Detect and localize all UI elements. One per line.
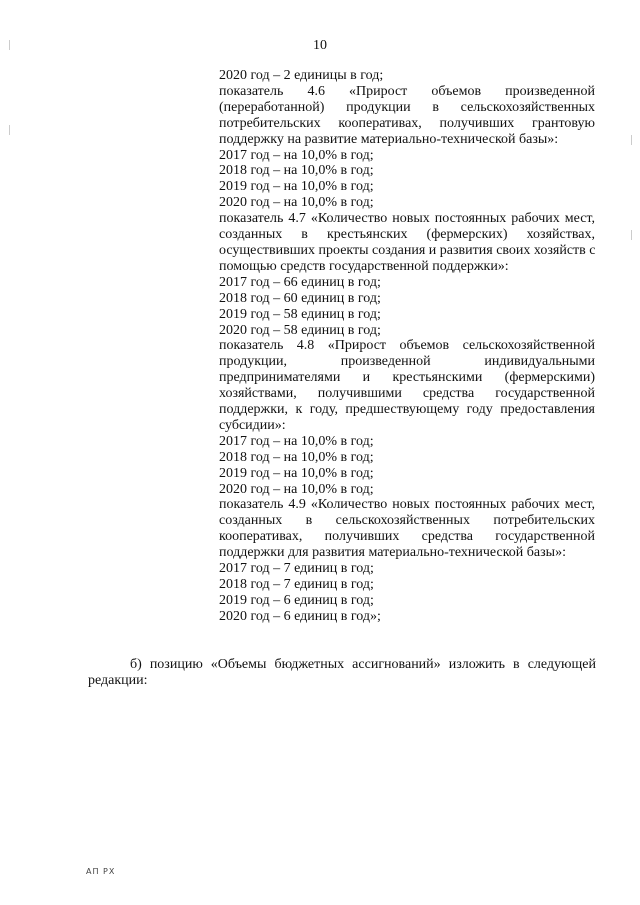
paragraph-b-line-1: б) позицию «Объемы бюджетных ассигнований» изложить в следующей — [130, 657, 596, 672]
paragraph-b-line-2: редакции: — [88, 673, 148, 688]
margin-tick — [9, 125, 10, 135]
text-line: 2019 год – на 10,0% в год; — [219, 465, 374, 481]
text-line: 2017 год – на 10,0% в год; — [219, 147, 374, 163]
text-line: поддержки для развития материально-технической базы»: — [219, 545, 566, 561]
text-line: 2019 год – 58 единиц в год; — [219, 306, 381, 322]
text-line: 2020 год – 6 единиц в год»; — [219, 608, 381, 624]
text-line: (переработанной) продукции в сельскохозяйственных — [219, 99, 595, 115]
text-line: 2020 год – 58 единиц в год; — [219, 322, 381, 338]
paragraph-b — [88, 657, 596, 689]
text-line: 2018 год – на 10,0% в год; — [219, 163, 374, 179]
text-line: 2020 год – на 10,0% в год; — [219, 195, 374, 211]
text-line: показатель 4.8 «Прирост объемов сельскохозяйственной — [219, 338, 595, 354]
text-line: 2018 год – 7 единиц в год; — [219, 577, 374, 592]
text-line: кооперативах, получивших средства государственной — [219, 529, 595, 545]
text-line: поддержку на развитие материально-технической базы»: — [219, 131, 559, 147]
text-line: потребительских кооперативах, получивших грантовую — [219, 115, 595, 131]
text-line: поддержки, к году, предшествующему году предоставления — [219, 402, 595, 418]
page-number: 10 — [313, 38, 327, 53]
text-line: созданных в крестьянских (фермерских) хозяйствах, — [219, 227, 595, 243]
text-line: продукции, произведенной индивидуальными — [219, 354, 595, 370]
text-line: 2020 год – на 10,0% в год; — [219, 481, 374, 497]
text-line: показатель 4.9 «Количество новых постоянных рабочих мест, — [219, 497, 595, 513]
text-line: 2018 год – 60 единиц в год; — [219, 290, 381, 306]
text-line: показатель 4.7 «Количество новых постоянных рабочих мест, — [219, 211, 595, 227]
text-line: предпринимателями и крестьянскими (фермерскими) — [219, 370, 595, 386]
footer-mark: АП РХ — [86, 867, 116, 876]
text-line: созданных в сельскохозяйственных потребительских — [219, 513, 595, 529]
indicator-list — [219, 68, 595, 625]
text-line: 2020 год – 2 единицы в год; — [219, 68, 384, 83]
text-line: осуществивших проекты создания и развития своих хозяйств с — [219, 242, 596, 258]
text-line: 2018 год – на 10,0% в год; — [219, 449, 374, 465]
text-line: 2019 год – на 10,0% в год; — [219, 179, 374, 195]
margin-tick — [9, 40, 10, 50]
text-line: 2017 год – на 10,0% в год; — [219, 433, 374, 449]
text-line: субсидии»: — [219, 417, 286, 433]
margin-tick — [631, 230, 632, 240]
text-line: 2019 год – 6 единиц в год; — [219, 592, 374, 608]
margin-tick — [631, 135, 632, 145]
text-line: помощью средств государственной поддержки»: — [219, 258, 509, 274]
text-line: 2017 год – 7 единиц в год; — [219, 561, 374, 577]
text-line: хозяйствами, получившими средства государственной — [219, 386, 595, 402]
text-line: 2017 год – 66 единиц в год; — [219, 274, 381, 290]
text-line: показатель 4.6 «Прирост объемов произведенной — [219, 83, 595, 99]
